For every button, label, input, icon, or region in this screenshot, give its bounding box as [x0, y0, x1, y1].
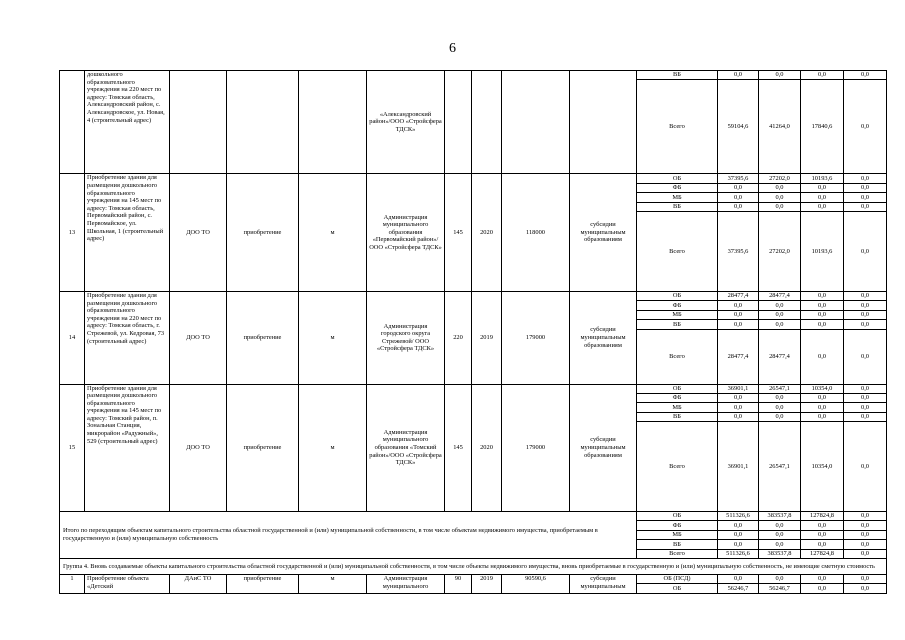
unit: м — [299, 291, 367, 384]
funding-total: 28477,4 — [718, 291, 759, 300]
support-form: субсидии муниципальным образованиям — [570, 384, 637, 512]
funding-year-1: 0,0 — [759, 71, 801, 80]
funding-year-2: 0,0 — [801, 310, 844, 319]
funding-source: ФБ — [637, 301, 718, 310]
funding-year-1: 56246,7 — [759, 584, 801, 593]
funding-year-1: 0,0 — [759, 575, 801, 584]
funding-year-3: 0,0 — [844, 422, 887, 512]
funding-year-2: 10354,0 — [801, 422, 844, 512]
funding-year-3: 0,0 — [844, 412, 887, 421]
object-number: 13 — [60, 174, 85, 292]
funding-source: МБ — [637, 193, 718, 202]
capacity: 145 — [445, 174, 472, 292]
funding-year-3: 0,0 — [844, 530, 887, 539]
funding-year-2: 127824,8 — [801, 549, 844, 558]
funding-total: 37395,6 — [718, 174, 759, 183]
funding-year-3: 0,0 — [844, 584, 887, 593]
funding-year-1: 0,0 — [759, 310, 801, 319]
year — [472, 71, 502, 174]
support-form: субсидии муниципальным образованиям — [570, 174, 637, 292]
estimated-cost: 179000 — [502, 291, 570, 384]
capacity: 145 — [445, 384, 472, 512]
recipient: Администрация муниципального — [367, 575, 445, 594]
funding-year-2: 0,0 — [801, 202, 844, 211]
funding-source: Всего — [637, 80, 718, 174]
funding-year-3: 0,0 — [844, 211, 887, 291]
funding-year-1: 0,0 — [759, 403, 801, 412]
funding-year-2: 17840,6 — [801, 80, 844, 174]
funding-source: ФБ — [637, 183, 718, 192]
funding-source: МБ — [637, 403, 718, 412]
implementation-method: приобретение — [227, 575, 299, 594]
year: 2020 — [472, 174, 502, 292]
funding-year-2: 0,0 — [801, 301, 844, 310]
unit: м — [299, 174, 367, 292]
funding-total: 37395,6 — [718, 211, 759, 291]
year: 2019 — [472, 291, 502, 384]
customer: ДОО ТО — [170, 384, 227, 512]
funding-year-3: 0,0 — [844, 540, 887, 549]
funding-year-1: 27202,0 — [759, 174, 801, 183]
funding-year-2: 0,0 — [801, 584, 844, 593]
recipient: Администрация городского округа Стрежевой/ ООО «Стройсфера ТДСК» — [367, 291, 445, 384]
funding-total: 0,0 — [718, 403, 759, 412]
object-name: дошкольного образовательного учреждения на 220 мест по адресу: Томская область, Александровский район, с. Александровское, ул. Новая, 4 (строительный адрес) — [85, 71, 170, 174]
year: 2020 — [472, 384, 502, 512]
funding-year-3: 0,0 — [844, 329, 887, 384]
funding-year-1: 41264,0 — [759, 80, 801, 174]
funding-total: 0,0 — [718, 412, 759, 421]
funding-year-3: 0,0 — [844, 549, 887, 558]
estimated-cost: 90590,6 — [502, 575, 570, 594]
funding-year-3: 0,0 — [844, 512, 887, 521]
funding-year-3: 0,0 — [844, 521, 887, 530]
funding-year-1: 383537,8 — [759, 512, 801, 521]
estimated-cost — [502, 71, 570, 174]
funding-total: 0,0 — [718, 540, 759, 549]
estimated-cost: 118000 — [502, 174, 570, 292]
funding-total: 56246,7 — [718, 584, 759, 593]
funding-total: 0,0 — [718, 530, 759, 539]
funding-year-3: 0,0 — [844, 403, 887, 412]
funding-total: 59104,6 — [718, 80, 759, 174]
funding-year-2: 0,0 — [801, 320, 844, 329]
funding-year-2: 10193,6 — [801, 211, 844, 291]
funding-year-2: 0,0 — [801, 575, 844, 584]
funding-year-2: 0,0 — [801, 521, 844, 530]
customer: ДАиС ТО — [170, 575, 227, 594]
capacity: 220 — [445, 291, 472, 384]
funding-total: 0,0 — [718, 521, 759, 530]
object-name: Приобретение здания для размещения дошкольного образовательного учреждения на 220 мест по адресу: Томская область, г. Стрежевой, ул. Кедровая, 73 (строительный адрес) — [85, 291, 170, 384]
funding-year-2: 0,0 — [801, 193, 844, 202]
funding-total: 0,0 — [718, 320, 759, 329]
subtotal-label: Итого по переходящим объектам капитального строительства областной государственной и (или) муниципальной собственности, в том числе объектам недвижимого имущества, приобретаемым в государственную и (или) муниципальную собственность — [60, 512, 637, 559]
funding-year-1: 0,0 — [759, 183, 801, 192]
table-row — [60, 71, 887, 80]
group-heading-row — [60, 559, 887, 575]
table-row — [60, 575, 887, 584]
funding-year-1: 0,0 — [759, 540, 801, 549]
support-form: субсидии муниципальным — [570, 575, 637, 594]
funding-total: 0,0 — [718, 575, 759, 584]
funding-source: Всего — [637, 329, 718, 384]
funding-year-1: 0,0 — [759, 530, 801, 539]
table-row — [60, 174, 887, 183]
support-form — [570, 71, 637, 174]
year: 2019 — [472, 575, 502, 594]
funding-year-3: 0,0 — [844, 80, 887, 174]
funding-year-3: 0,0 — [844, 575, 887, 584]
funding-total: 511326,6 — [718, 512, 759, 521]
funding-year-1: 0,0 — [759, 301, 801, 310]
implementation-method: приобретение — [227, 384, 299, 512]
funding-year-1: 0,0 — [759, 193, 801, 202]
funding-year-3: 0,0 — [844, 384, 887, 393]
object-name: Приобретение здания для размещения дошкольного образовательного учреждения на 145 мест по адресу: Томская область, Первомайский район, с. Первомайское, ул. Школьная, 1 (строительный адрес) — [85, 174, 170, 292]
funding-year-3: 0,0 — [844, 310, 887, 319]
funding-total: 36901,1 — [718, 422, 759, 512]
object-number: 15 — [60, 384, 85, 512]
funding-year-2: 10354,0 — [801, 384, 844, 393]
funding-year-1: 27202,0 — [759, 211, 801, 291]
funding-year-2: 0,0 — [801, 71, 844, 80]
funding-source: ОБ — [637, 174, 718, 183]
estimated-cost: 179000 — [502, 384, 570, 512]
object-number: 1 — [60, 575, 85, 594]
funding-year-1: 383537,8 — [759, 549, 801, 558]
funding-year-2: 0,0 — [801, 403, 844, 412]
funding-total: 0,0 — [718, 193, 759, 202]
funding-year-3: 0,0 — [844, 193, 887, 202]
funding-year-1: 0,0 — [759, 202, 801, 211]
funding-year-1: 26547,1 — [759, 384, 801, 393]
funding-year-3: 0,0 — [844, 202, 887, 211]
funding-source: Всего — [637, 422, 718, 512]
implementation-method: приобретение — [227, 174, 299, 292]
funding-year-1: 0,0 — [759, 320, 801, 329]
funding-year-3: 0,0 — [844, 320, 887, 329]
funding-year-1: 0,0 — [759, 412, 801, 421]
funding-total: 0,0 — [718, 310, 759, 319]
funding-source: ФБ — [637, 521, 718, 530]
funding-year-2: 0,0 — [801, 183, 844, 192]
object-name: Приобретение здания для размещения дошкольного образовательного учреждения на 145 мест по адресу: Томский район, п. Зональная Станция, микрорайон «Радужный», 529 (строительный адрес) — [85, 384, 170, 512]
funding-total: 0,0 — [718, 202, 759, 211]
funding-total: 0,0 — [718, 183, 759, 192]
funding-total: 0,0 — [718, 393, 759, 402]
funding-source: ОБ — [637, 584, 718, 593]
funding-total: 0,0 — [718, 71, 759, 80]
funding-source: ОБ — [637, 512, 718, 521]
funding-year-2: 0,0 — [801, 530, 844, 539]
customer — [170, 71, 227, 174]
funding-year-2: 0,0 — [801, 329, 844, 384]
customer: ДОО ТО — [170, 174, 227, 292]
funding-year-3: 0,0 — [844, 183, 887, 192]
unit: м — [299, 384, 367, 512]
support-form: субсидии муниципальным образованиям — [570, 291, 637, 384]
funding-year-2: 0,0 — [801, 540, 844, 549]
funding-year-3: 0,0 — [844, 301, 887, 310]
object-name: Приобретение объекта «Детский — [85, 575, 170, 594]
funding-year-3: 0,0 — [844, 71, 887, 80]
funding-source: ОБ (ПСД) — [637, 575, 718, 584]
funding-year-3: 0,0 — [844, 393, 887, 402]
funding-source: МБ — [637, 530, 718, 539]
funding-source: ОБ — [637, 291, 718, 300]
capital-construction-table — [59, 70, 887, 594]
funding-source: ВБ — [637, 71, 718, 80]
funding-source: ВБ — [637, 540, 718, 549]
unit: м — [299, 575, 367, 594]
funding-year-2: 127824,8 — [801, 512, 844, 521]
customer: ДОО ТО — [170, 291, 227, 384]
funding-source: МБ — [637, 310, 718, 319]
funding-total: 28477,4 — [718, 329, 759, 384]
object-number: 14 — [60, 291, 85, 384]
funding-source: ВБ — [637, 412, 718, 421]
recipient: «Александровский район»/ООО «Стройсфера ТДСК» — [367, 71, 445, 174]
funding-year-1: 28477,4 — [759, 291, 801, 300]
capacity: 90 — [445, 575, 472, 594]
capacity — [445, 71, 472, 174]
recipient: Администрация муниципального образования «Томский район»/ООО «Стройсфера ТДСК» — [367, 384, 445, 512]
funding-year-2: 0,0 — [801, 393, 844, 402]
recipient: Администрация муниципального образования «Первомайский район»/ООО «Стройсфера ТДСК» — [367, 174, 445, 292]
table-row — [60, 291, 887, 300]
funding-source: ВБ — [637, 320, 718, 329]
funding-year-2: 0,0 — [801, 291, 844, 300]
funding-source: ФБ — [637, 393, 718, 402]
funding-year-1: 0,0 — [759, 393, 801, 402]
unit — [299, 71, 367, 174]
implementation-method — [227, 71, 299, 174]
funding-year-3: 0,0 — [844, 174, 887, 183]
object-number — [60, 71, 85, 174]
implementation-method: приобретение — [227, 291, 299, 384]
subtotal-row — [60, 512, 887, 521]
group-heading: Группа 4. Вновь создаваемые объекты капитального строительства областной государственной и (или) муниципальной собственности, в том числе объекты недвижимого имущества, вновь приобретаемые в государственную и (или) муниципальную собственность, не имеющие сметную стоимость — [60, 559, 887, 575]
funding-total: 0,0 — [718, 301, 759, 310]
funding-year-1: 0,0 — [759, 521, 801, 530]
funding-source: Всего — [637, 211, 718, 291]
funding-year-2: 10193,6 — [801, 174, 844, 183]
funding-source: Всего — [637, 549, 718, 558]
funding-year-1: 28477,4 — [759, 329, 801, 384]
funding-source: ВБ — [637, 202, 718, 211]
funding-source: ОБ — [637, 384, 718, 393]
funding-total: 511326,6 — [718, 549, 759, 558]
funding-total: 36901,1 — [718, 384, 759, 393]
funding-year-2: 0,0 — [801, 412, 844, 421]
table-row — [60, 384, 887, 393]
funding-year-1: 26547,1 — [759, 422, 801, 512]
page-number: 6 — [449, 41, 456, 56]
funding-year-3: 0,0 — [844, 291, 887, 300]
